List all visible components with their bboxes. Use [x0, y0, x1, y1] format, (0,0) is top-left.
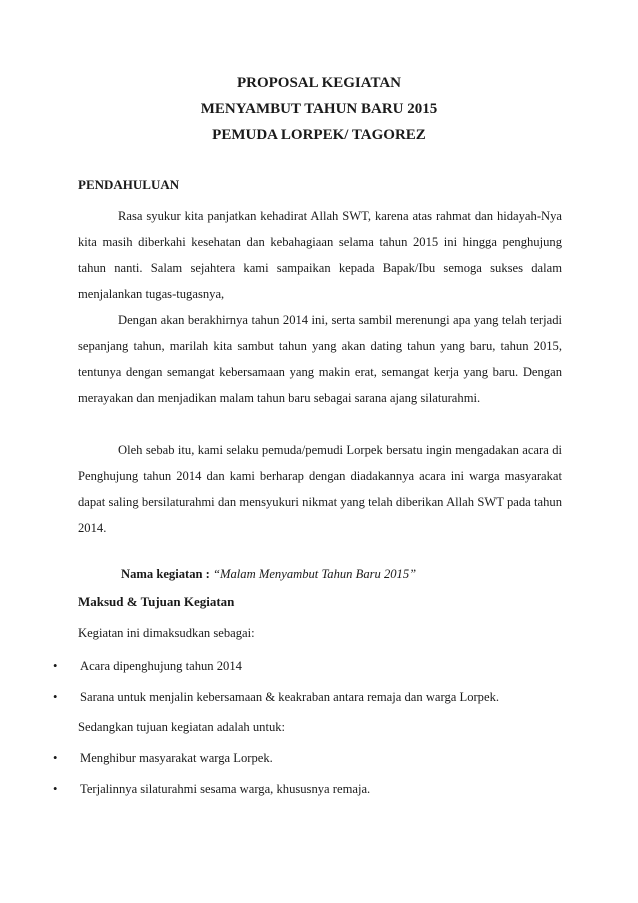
list-item-text: Sarana untuk menjalin kebersamaan & keakraban antara remaja dan warga Lorpek.	[80, 690, 500, 704]
event-name-value: “Malam Menyambut Tahun Baru 2015”	[213, 567, 417, 581]
list-item-text: Menghibur masyarakat warga Lorpek.	[80, 751, 273, 765]
section-heading-maksud: Maksud & Tujuan Kegiatan	[78, 594, 235, 609]
list-item	[53, 690, 499, 705]
list-item-text: Acara dipenghujung tahun 2014	[80, 659, 242, 673]
paragraph-reflection: Dengan akan berakhirnya tahun 2014 ini, serta sambil merenungi apa yang telah terjadi sepanjang tahun, marilah kita sambut tahun yang akan dating tahun yang baru, tahun 2015, tentunya dengan semangat kebersamaan yang makin erat, semangat kerja yang baru. Dengan merayakan dan menjadikan malam tahun baru sebagai sarana ajang silaturahmi.	[78, 313, 562, 405]
proposal-title: PROPOSAL KEGIATAN	[236, 75, 402, 91]
list-item	[53, 751, 273, 766]
paragraph-intro: Rasa syukur kita panjatkan kehadirat Allah SWT, karena atas rahmat dan hidayah-Nya kita masih diberkahi kesehatan dan kebahagiaan selama tahun 2015 ini hingga penghujung tahun nanti. Salam sejahtera kami sampaikan kepada Bapak/Ibu semoga sukses dalam menjalankan tugas-tugasnya,	[78, 209, 562, 301]
list-item-text: Terjalinnya silaturahmi sesama warga, khususnya remaja.	[80, 782, 371, 796]
purpose-intro: Kegiatan ini dimaksudkan sebagai:	[78, 626, 255, 640]
bullet-icon: •	[53, 659, 58, 673]
event-name-label: Nama kegiatan :	[121, 567, 210, 581]
bullet-icon: •	[53, 751, 58, 765]
section-heading-pendahuluan: PENDAHULUAN	[78, 177, 180, 192]
bullet-icon: •	[53, 782, 58, 796]
organizer-title: PEMUDA LORPEK/ TAGOREZ	[212, 127, 426, 143]
event-name-line	[121, 567, 416, 582]
bullet-icon: •	[53, 690, 58, 704]
event-title: MENYAMBUT TAHUN BARU 2015	[200, 101, 438, 117]
list-item	[53, 659, 242, 674]
paragraph-invitation: Oleh sebab itu, kami selaku pemuda/pemudi Lorpek bersatu ingin mengadakan acara di Penghujung tahun 2014 dan kami berharap dengan diadakannya acara ini warga masyarakat dapat saling bersilaturahmi dan mensyukuri nikmat yang telah diberikan Allah SWT pada tahun 2014.	[78, 443, 562, 535]
list-item	[53, 782, 370, 797]
goals-intro: Sedangkan tujuan kegiatan adalah untuk:	[78, 720, 286, 734]
